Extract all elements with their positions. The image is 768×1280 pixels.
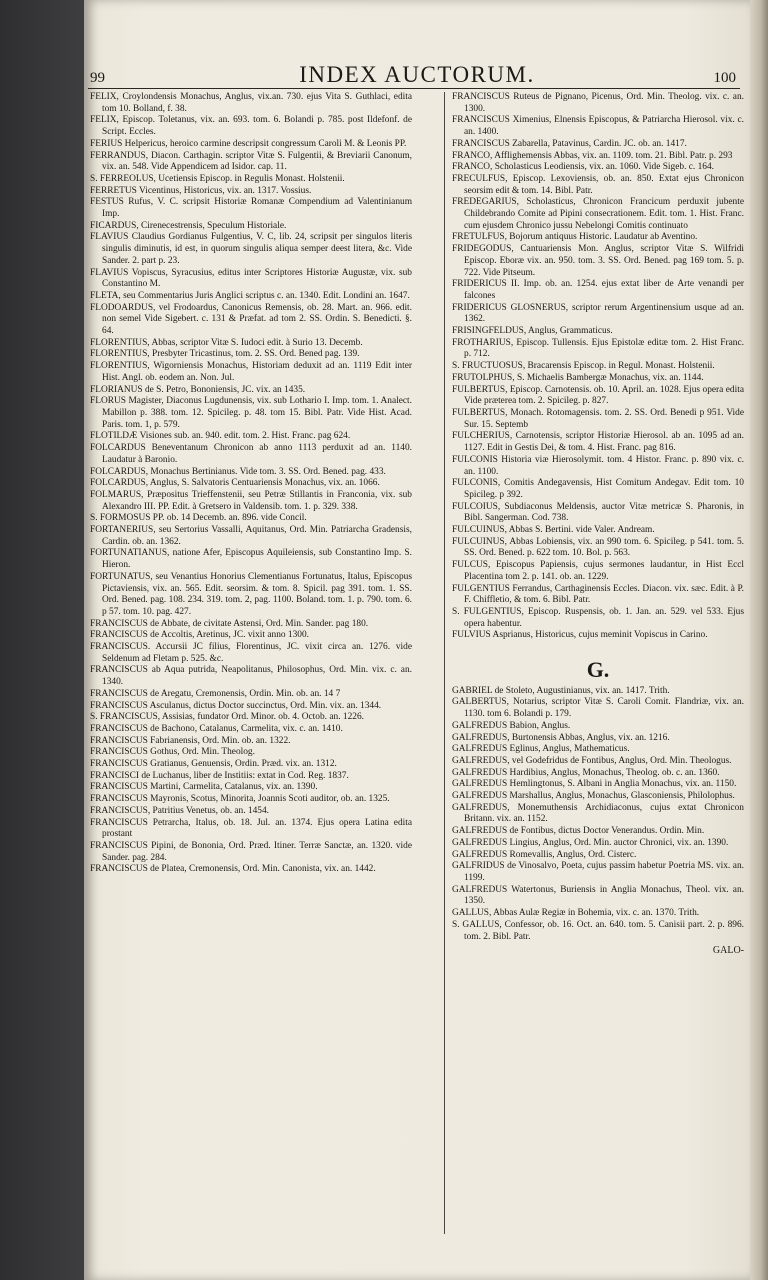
index-entry: FICARDUS, Cirenecestrensis, Speculum Historiale. [90, 220, 287, 231]
book-page-edge [750, 0, 768, 1280]
index-entry: FRANCISCUS de Accoltis, Aretinus, JC. vixit anno 1300. [90, 630, 310, 641]
index-entry: FLORENTIUS, Abbas, scriptor Vitæ S. Iudoci edit. à Surio 13. Decemb. [90, 337, 363, 348]
index-entry: FLORIANUS de S. Petro, Bononiensis, JC. vix. an 1435. [90, 384, 306, 395]
index-entry: FORTUNATIANUS, natione Afer, Episcopus Aquileiensis, sub Constantino Imp. S. Hieron. [90, 548, 412, 571]
index-entry: FRANCISCUS ab Aqua putrida, Neapolitanus, Philosophus, Ord. Min. vix. c. an. 1340. [90, 665, 412, 688]
index-entry: FRETULFUS, Bojorum antiquus Historic. Laudatur ab Aventino. [452, 232, 698, 243]
index-entry: FLOTILDÆ Visiones sub. an. 940. edit. tom. 2. Hist. Franc. pag 624. [90, 431, 351, 442]
index-entry: FULCUINUS, Abbas S. Bertini. vide Valer. Andream. [452, 525, 655, 536]
index-entry: FRANCISCUS. Accursii JC filius, Florentinus, JC. vixit circa an. 1276. vide Seldenum ad Fletam p. 525. &c. [90, 642, 412, 664]
index-entry: FORTANERIUS, seu Sertorius Vassalli, Aquitanus, Ord. Min. Patriarcha Gradensis, Cardin. ob. an. 1362. [90, 525, 412, 547]
index-entry: FRANCISCUS Pipini, de Bononia, Ord. Præd. Itiner. Terræ Sanctæ, an. 1320. vide Sander. pag. 284. [90, 841, 412, 863]
index-entry: FRANCISCUS Ruteus de Pignano, Picenus, Ord. Min. Theolog. vix. c. an. 1300. [452, 92, 744, 114]
index-entry: FORTUNATUS, seu Venantius Honorius Clementianus Fortunatus, Italus, Episcopus Pictaviensis, vix. an. 565. Edit. seorsim. & tom. 8. Spicil. pag 391. tom. 1. SS. Ord. Bened. pag. 108. 234. 319. tom. 2, pag. 1100. Boland. tom. 1. p. 790. tom. 6. p 57. tom. 10. pag. 427. [90, 571, 412, 617]
index-entry: FULBERTUS, Episcop. Carnotensis. ob. 10. April. an. 1028. Ejus opera edita Vide præterea tom. 2. Spicileg. p. 827. [452, 384, 744, 407]
index-entry: FULCUINUS, Abbas Lobiensis, vix. an 990 tom. 6. Spicileg. p 541. tom. 5. SS. Ord. Bened. p. 622 tom. 10. Bol. p. 563. [452, 536, 744, 559]
right-column-entries [452, 92, 744, 642]
index-entry: GALFREDUS Romevallis, Anglus, Ord. Cisterc. [452, 849, 637, 860]
index-entry: FRANCISCUS Fabrianensis, Ord. Min. ob. an. 1322. [90, 735, 291, 746]
g-section-entries [452, 686, 744, 943]
index-entry: FRANCO, Afflighemensis Abbas, vix. an. 1109. tom. 21. Bibl. Patr. p. 293 [452, 150, 733, 161]
running-title: INDEX AUCTORUM. [299, 62, 535, 87]
page-number-right: 100 [713, 70, 736, 86]
index-entry: FRIDERICUS II. Imp. ob. an. 1254. ejus extat liber de Arte venandi per falcones [452, 279, 744, 301]
index-entry: FRIDEGODUS, Cantuariensis Mon. Anglus, scriptor Vitæ S. Wilfridi Episcop. Eboræ vix. an. 950. tom. 3. SS. Ord. Bened. pag 169 tom. 5. p. 722. Vide Pitseum. [452, 244, 744, 278]
index-entry: FOLCARDUS Beneventanum Chronicon ab anno 1113 perduxit ad an. 1140. Laudatur à Baronio. [90, 443, 412, 465]
index-entry: FREDEGARIUS, Scholasticus, Chronicon Francicum perduxit jubente Childebrando Comite ad Pipini consecrationem. Edit. tom. 1. Hist. Franc. cum ejusdem Chronico jussu Nebelongi Comitis continuato [452, 197, 744, 231]
index-entry: FULBERTUS, Monach. Rotomagensis. tom. 2. SS. Ord. Benedi p 951. Vide Sur. 15. Septemb [452, 407, 744, 430]
index-entry: FRANCISCUS Gothus, Ord. Min. Theolog. [90, 747, 255, 758]
index-entry: FRANCISCUS de Abbate, de civitate Astensi, Ord. Min. Sander. pag 180. [90, 618, 369, 629]
index-entry: FLORENTIUS, Presbyter Tricastinus, tom. 2. SS. Ord. Bened pag. 139. [90, 349, 360, 360]
index-entry: FRANCISCUS Mayronis, Scotus, Minorita, Joannis Scoti auditor, ob. an. 1325. [90, 794, 390, 805]
index-entry: GALFREDUS, vel Godefridus de Fontibus, Anglus, Ord. Min. Theologus. [452, 755, 732, 766]
index-entry: FLORUS Magister, Diaconus Lugdunensis, vix. sub Lothario I. Imp. tom. 1. Analect. Mabillon p. 388. tom. 12. Spicileg. p. 48. tom 15. Bibl. Patr. Vide Hist. Acad. Paris. tom. 1, p. 579. [90, 396, 412, 430]
index-entry: FULCHERIUS, Carnotensis, scriptor Historiæ Hierosol. ab an. 1095 ad an. 1127. Edit in Gestis Dei, & tom. 4. Hist. Franc. pag 816. [452, 431, 744, 454]
index-entry: GALFREDUS Hardibius, Anglus, Monachus, Theolog. ob. c. an. 1360. [452, 767, 720, 778]
index-entry: FROTHARIUS, Episcop. Tullensis. Ejus Epistolæ editæ tom. 2. Hist Franc. p. 712. [452, 337, 744, 360]
index-entry: GALFREDUS, Burtonensis Abbas, Anglus, vix. an. 1216. [452, 732, 670, 743]
index-entry: FLETA, seu Commentarius Juris Anglici scriptus c. an. 1340. Edit. Londini an. 1647. [90, 290, 410, 301]
index-entry: FULCONIS, Comitis Andegavensis, Hist Comitum Andegav. Edit tom. 10 Spicileg. p 392. [452, 478, 744, 500]
index-entry: GALLUS, Abbas Aulæ Regiæ in Bohemia, vix. c. an. 1370. Trith. [452, 908, 700, 919]
index-entry: FERIUS Helpericus, heroico carmine descripsit congressum Caroli M. & Leonis PP. [90, 138, 407, 149]
index-entry: S. FRANCISCUS, Assisias, fundator Ord. Minor. ob. 4. Octob. an. 1226. [90, 712, 364, 723]
index-entry: GALBERTUS, Notarius, scriptor Vitæ S. Caroli Comit. Flandriæ, vix. an. 1130. tom 6. Bolandi p. 179. [452, 697, 744, 720]
index-entry: FRANCO, Scholasticus Leodiensis, vix. an. 1060. Vide Sigeb. c. 164. [452, 162, 715, 173]
index-entry: GABRIEL de Stoleto, Augustinianus, vix. an. 1417. Trith. [452, 685, 670, 696]
index-entry: GALFREDUS Babion, Anglus. [452, 720, 571, 731]
left-column [90, 92, 412, 876]
index-entry: FRANCISCUS de Bachono, Catalanus, Carmelita, vix. c. an. 1410. [90, 723, 343, 734]
index-entry: FULCONIS Historia viæ Hierosolymit. tom. 4 Histor. Franc. p. 890 vix. c. an. 1100. [452, 454, 744, 477]
index-entry: FERRANDUS, Diacon. Carthagin. scriptor Vitæ S. Fulgentii, & Breviarii Canonum, vix. an. 548. Vide Appendicem ad Isidor. cap. 11. [90, 150, 412, 173]
index-entry: FLAVIUS Claudius Gordianus Fulgentius, V. C, lib. 24, scripsit per singulos literis singulis diminutis, id est, in quorum singulis aliqua semper deest litera, &c. Vide Sander. 2. part p. 23. [90, 232, 412, 266]
index-entry: GALFREDUS Watertonus, Buriensis in Anglia Monachus, Theol. vix. an. 1350. [452, 884, 744, 907]
index-entry: FLODOARDUS, vel Frodoardus, Canonicus Remensis, ob. 28. Mart. an. 966. edit. non semel Vide Sigebert. c. 131 & Præfat. ad tom 2. SS. Ordin. S. Benedicti. §. 64. [90, 302, 412, 337]
index-entry: FELIX, Episcop. Toletanus, vix. an. 693. tom. 6. Bolandi p. 785. post Ildefonf. de Script. Eccles. [90, 115, 412, 138]
index-entry: FELIX, Croylondensis Monachus, Anglus, vix.an. 730. ejus Vita S. Guthlaci, edita tom 10. Bolland, f. 38. [90, 92, 412, 114]
index-entry: FULCOIUS, Subdiaconus Meldensis, auctor Vitæ metricæ S. Pharonis, in Bibl. Sangerman. Cod. 738. [452, 501, 744, 524]
column-divider [444, 92, 445, 1234]
index-entry: FRECULFUS, Episcop. Lexoviensis, ob. an. 850. Extat ejus Chronicon seorsim edit & tom. 14. Bibl. Patr. [452, 173, 744, 196]
index-entry: FLAVIUS Vopiscus, Syracusius, editus inter Scriptores Historiæ Augustæ, vix. sub Constantino M. [90, 267, 412, 290]
index-entry: FLORENTIUS, Wigorniensis Monachus, Historiam deduxit ad an. 1119 Edit inter Hist. Angl. ob. eodem an. Non. Jul. [90, 361, 412, 383]
index-entry: S. FULGENTIUS, Episcop. Ruspensis, ob. 1. Jan. an. 529. vel 533. Ejus opera habentur. [452, 606, 744, 629]
index-entry: GALFREDUS, Monemuthensis Archidiaconus, cujus extat Chronicon Britann. vix. an. 1152. [452, 802, 744, 825]
section-letter: G. [586, 657, 610, 683]
index-entry: FRIDERICUS GLOSNERUS, scriptor rerum Argentinensium usque ad an. 1362. [452, 302, 744, 325]
index-entry: FRANCISCUS de Aregatu, Cremonensis, Ordin. Min. ob. an. 14 7 [90, 688, 341, 699]
index-entry: FERRETUS Vicentinus, Historicus, vix. an. 1317. Vossius. [90, 185, 312, 196]
index-entry: FRANCISCUS, Patritius Venetus, ob. an. 1454. [90, 805, 270, 816]
index-entry: S. GALLUS, Confessor, ob. 16. Oct. an. 640. tom. 5. Canisii part. 2. p. 896. tom. 2. Bibl. Patr. [452, 919, 744, 942]
index-entry: FRUTOLPHUS, S. Michaelis Bambergæ Monachus, vix. an. 1144. [452, 372, 704, 383]
index-entry: GALFREDUS Hemlingtonus, S. Albani in Anglia Monachus, vix. an. 1150. [452, 779, 737, 790]
index-entry: FESTUS Rufus, V. C. scripsit Historiæ Romanæ Compendium ad Valentinianum Imp. [90, 197, 412, 220]
index-entry: FOLCARDUS, Monachus Bertinianus. Vide tom. 3. SS. Ord. Bened. pag. 433. [90, 466, 386, 477]
index-entry: FRANCISCUS Zabarella, Patavinus, Cardin. JC. ob. an. 1417. [452, 138, 687, 149]
book-page [84, 0, 750, 1280]
index-entry: FRISINGFELDUS, Anglus, Grammaticus. [452, 326, 613, 337]
index-entry: FRANCISCUS Petrarcha, Italus, ob. 18. Jul. an. 1374. Ejus opera Latina edita prostant [90, 817, 412, 840]
index-entry: S. FERREOLUS, Ucetiensis Episcop. in Regulis Monast. Holstenii. [90, 173, 345, 184]
index-entry: GALFREDUS Marshallus, Anglus, Monachus, Glasconiensis, Philolophus. [452, 791, 735, 802]
index-entry: FULVIUS Asprianus, Historicus, cujus meminit Vopiscus in Carino. [452, 630, 708, 641]
index-entry: FRANCISCUS Martini, Carmelita, Catalanus, vix. an. 1390. [90, 782, 318, 793]
index-entry: FRANCISCUS Ximenius, Elnensis Episcopus, & Patriarcha Hierosol. vix. c. an. 1400. [452, 115, 744, 138]
index-entry: FOLMARUS, Præpositus Trieffenstenii, seu Petræ Stillantis in Franconia, vix. sub Alexandro III. PP. Edit. à Gretsero in Valdensib. tom. 1. p. 329. 338. [90, 489, 412, 512]
catchword: GALO- [712, 945, 744, 957]
index-entry: FULCUS, Episcopus Papiensis, cujus sermones laudantur, in Hist Eccl Placentina tom 2. p. 141. ob. an. 1229. [452, 560, 744, 582]
index-entry: GALFREDUS Lingius, Anglus, Ord. Min. auctor Chronici, vix. an. 1390. [452, 837, 729, 848]
index-entry: S. FRUCTUOSUS, Bracarensis Episcop. in Regul. Monast. Holstenii. [452, 361, 715, 372]
index-entry: FULGENTIUS Ferrandus, Carthaginensis Eccles. Diacon. vix. sæc. Edit. à P. F. Chiffletio, & tom. 6. Bibl. Patr. [452, 583, 744, 606]
index-entry: FRANCISCUS Asculanus, dictus Doctor succinctus, Ord. Min. vix. an. 1344. [90, 700, 382, 711]
index-entry: GALFREDUS Eglinus, Anglus, Mathematicus. [452, 744, 630, 755]
index-entry: FOLCARDUS, Anglus, S. Salvatoris Centuariensis Monachus, vix. an. 1066. [90, 478, 380, 489]
index-entry: GALFRIDUS de Vinosalvo, Poeta, cujus passim habetur Poetria MS. vix. an. 1199. [452, 861, 744, 883]
index-entry: FRANCISCI de Luchanus, liber de Institiis: extat in Cod. Reg. 1837. [90, 770, 349, 781]
scan-left-background [0, 0, 84, 1280]
index-entry: FRANCISCUS Gratianus, Genuensis, Ordin. Præd. vix. an. 1312. [90, 759, 337, 770]
index-entry: FRANCISCUS de Platea, Cremonensis, Ord. Min. Canonista, vix. an. 1442. [90, 864, 376, 875]
page-number-left: 99 [90, 70, 105, 86]
header-rule [88, 88, 740, 89]
right-column [452, 92, 744, 957]
index-entry: GALFREDUS de Fontibus, dictus Doctor Venerandus. Ordin. Min. [452, 826, 705, 837]
index-entry: S. FORMOSUS PP. ob. 14 Decemb. an. 896. vide Concil. [90, 513, 307, 524]
